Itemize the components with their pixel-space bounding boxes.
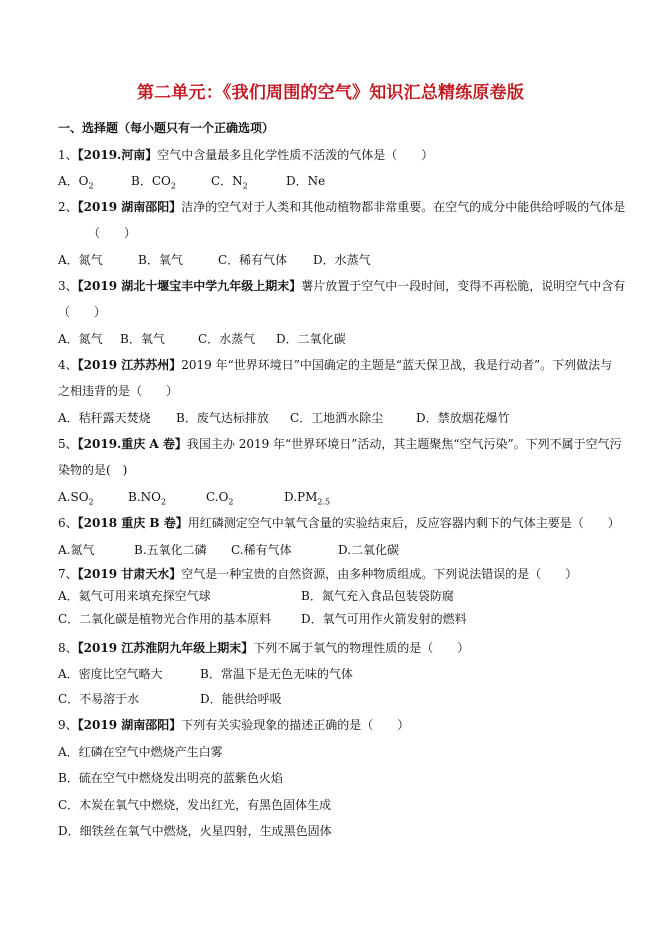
question-text: 用红磷测定空气中氧气含量的实验结束后，反应容器内剩下的气体主要是（ ） bbox=[187, 516, 620, 530]
question-number: 1、 bbox=[58, 148, 78, 162]
question-4-continuation: 之相违背的是（ ） bbox=[58, 384, 179, 398]
option-d: D．二氧化碳 bbox=[276, 332, 346, 346]
option-b: B．氧气 bbox=[120, 332, 165, 346]
question-number: 6、 bbox=[58, 516, 78, 530]
option-a: A．密度比空气略大 bbox=[58, 667, 163, 681]
question-source: 【2018 重庆 B 卷】 bbox=[77, 516, 188, 530]
question-text: 薯片放置于空气中一段时间，变得不再松脆，说明空气中含有 bbox=[301, 279, 626, 293]
question-number: 4、 bbox=[58, 358, 78, 372]
question-number: 8、 bbox=[58, 641, 78, 655]
question-source: 【2019 江苏淮阴九年级上期末】 bbox=[77, 641, 254, 655]
option-a: A.氮气 bbox=[58, 543, 95, 557]
question-9 bbox=[58, 717, 409, 733]
option-d: D．能供给呼吸 bbox=[200, 692, 282, 706]
question-3 bbox=[58, 278, 625, 294]
question-5-continuation: 染物的是( ) bbox=[58, 463, 128, 477]
option-b: B．$CO_2$ bbox=[131, 174, 176, 191]
question-number: 2、 bbox=[58, 200, 78, 214]
option-b: B．氮气充入食品包装袋防腐 bbox=[301, 589, 454, 603]
option-d: D．水蒸气 bbox=[313, 253, 371, 267]
option-a: A．氮气 bbox=[58, 332, 103, 346]
question-text: 洁净的空气对于人类和其他动植物都非常重要。在空气的成分中能供给呼吸的气体是 bbox=[181, 200, 626, 214]
question-source: 【2019 湖南邵阳】 bbox=[77, 200, 182, 214]
option-d: D．氧气可用作火箭发射的燃料 bbox=[301, 612, 467, 626]
question-4 bbox=[58, 357, 612, 373]
option-d: D．禁放烟花爆竹 bbox=[416, 411, 510, 425]
option-c: C．二氧化碳是植物光合作用的基本原料 bbox=[58, 612, 272, 626]
question-6 bbox=[58, 515, 620, 531]
option-b: B．氧气 bbox=[138, 253, 183, 267]
option-c: C．工地洒水除尘 bbox=[290, 411, 384, 425]
option-d: D．Ne bbox=[286, 174, 326, 188]
question-1 bbox=[58, 147, 433, 163]
option-a: A．氦气可用来填充探空气球 bbox=[58, 589, 211, 603]
question-source: 【2019 江苏苏州】 bbox=[77, 358, 182, 372]
question-8 bbox=[58, 640, 469, 656]
question-number: 9、 bbox=[58, 718, 78, 732]
option-b: B．常温下是无色无味的气体 bbox=[200, 667, 353, 681]
question-source: 【2019 湖北十堰宝丰中学九年级上期末】 bbox=[77, 279, 302, 293]
option-d: D.二氧化碳 bbox=[338, 543, 400, 557]
option-a: A．氮气 bbox=[58, 253, 103, 267]
option-c: C．稀有气体 bbox=[218, 253, 288, 267]
question-text: 下列有关实验现象的描述正确的是（ ） bbox=[181, 718, 410, 732]
question-9-option-d: D．细铁丝在氧气中燃烧，火星四射，生成黑色固体 bbox=[58, 824, 332, 838]
question-number: 3、 bbox=[58, 279, 78, 293]
option-a: $A.SO_2$ bbox=[58, 490, 94, 507]
option-c: C．不易溶于水 bbox=[58, 692, 140, 706]
option-b: B．废气达标排放 bbox=[176, 411, 269, 425]
option-a: A．$O_2$ bbox=[58, 174, 94, 191]
section-heading: 一、选择题（每小题只有一个正确选项） bbox=[58, 121, 275, 135]
option-b: B.五氧化二磷 bbox=[134, 543, 207, 557]
question-7 bbox=[58, 566, 577, 582]
question-2-continuation: （ ） bbox=[88, 226, 137, 240]
question-9-option-b: B．硫在空气中燃烧发出明亮的蓝紫色火焰 bbox=[58, 771, 283, 785]
question-text: 空气是一种宝贵的自然资源，由多种物质组成。下列说法错误的是（ ） bbox=[181, 567, 578, 581]
page-title: 第二单元：《我们周围的空气》知识汇总精练原卷版 bbox=[136, 83, 525, 103]
question-text: 2019 年“世界环境日”中国确定的主题是“蓝天保卫战，我是行动者”。下列做法与 bbox=[181, 358, 613, 372]
option-a: A．秸秆露天焚烧 bbox=[58, 411, 151, 425]
question-source: 【2019 甘肃天水】 bbox=[77, 567, 182, 581]
option-c: C.稀有气体 bbox=[231, 543, 292, 557]
question-source: 【2019.河南】 bbox=[77, 148, 158, 162]
question-number: 5、 bbox=[58, 437, 78, 451]
question-text: 我国主办 2019 年“世界环境日”活动，其主题聚焦“空气污染”。下列不属于空气污 bbox=[186, 437, 622, 451]
question-9-option-a: A．红磷在空气中燃烧产生白雾 bbox=[58, 745, 223, 759]
question-source: 【2019.重庆 A 卷】 bbox=[77, 437, 187, 451]
question-text: 下列不属于氧气的物理性质的是（ ） bbox=[253, 641, 470, 655]
question-2 bbox=[58, 199, 625, 215]
option-c: $C.O_2$ bbox=[206, 490, 234, 507]
question-9-option-c: C．木炭在氧气中燃烧，发出红光，有黑色固体生成 bbox=[58, 798, 332, 812]
option-c: C．水蒸气 bbox=[198, 332, 256, 346]
question-number: 7、 bbox=[58, 567, 78, 581]
option-b: $B.NO_2$ bbox=[128, 490, 167, 507]
option-d: $D.PM_{2.5}$ bbox=[284, 490, 331, 507]
question-5 bbox=[58, 436, 622, 452]
question-text: 空气中含量最多且化学性质不活泼的气体是（ ） bbox=[157, 148, 434, 162]
question-3-continuation: （ ） bbox=[58, 305, 107, 319]
question-source: 【2019 湖南邵阳】 bbox=[77, 718, 182, 732]
option-c: C．$N_2$ bbox=[211, 174, 248, 191]
